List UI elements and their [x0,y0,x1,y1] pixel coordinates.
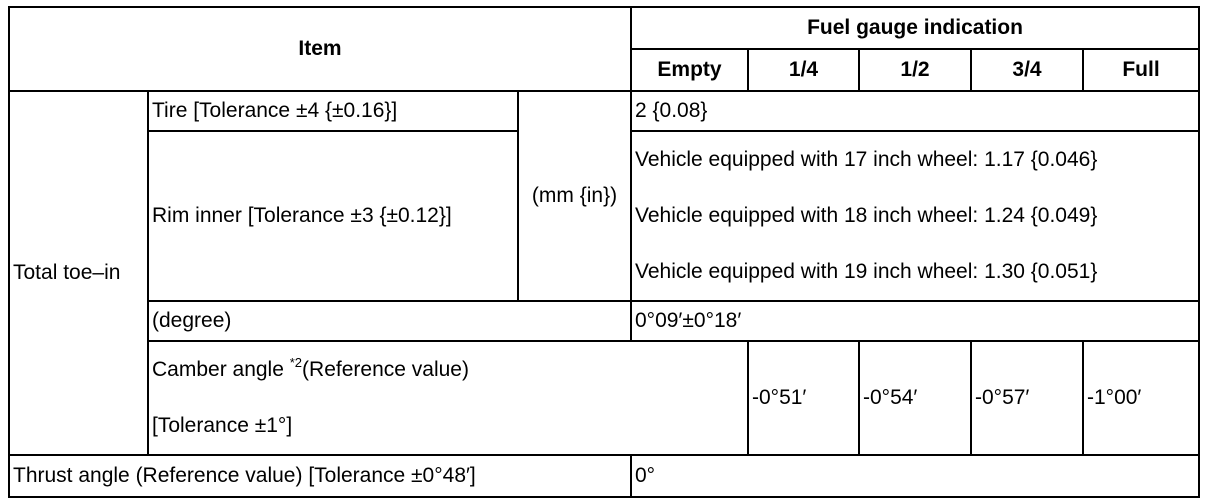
level-header-full: Full [1083,49,1199,91]
camber-tolerance: [Tolerance ±1°] [152,414,293,437]
level-header-empty: Empty [631,49,748,91]
unit-mm-label: (mm {in}) [518,91,631,301]
degree-label: (degree) [148,301,631,341]
tire-toe-value: 2 {0.08} [631,91,1199,131]
camber-footnote: *2 [289,355,303,370]
camber-value-three-quarter: -1°00′ [1083,341,1199,455]
camber-label-text: Camber angle [152,358,284,381]
rim-value-17-inch: Vehicle equipped with 17 inch wheel: 1.17 {0.046} [635,148,1098,171]
thrust-angle-label: Thrust angle (Reference value) [Tolerance ±0°48′] [9,455,631,497]
camber-value-quarter: -0°54′ [859,341,971,455]
camber-value-empty: -0°51′ [748,341,859,455]
camber-angle-label [148,341,748,455]
level-header-three-quarter: 3/4 [971,49,1083,91]
tire-tolerance-label: Tire [Tolerance ±4 {±0.16}] [148,91,518,131]
level-header-half: 1/2 [859,49,971,91]
thrust-angle-value: 0° [631,455,1199,497]
rim-tolerance-label: Rim inner [Tolerance ±3 {±0.12}] [148,131,518,301]
alignment-spec-table [8,6,1200,498]
toe-in-degree-value: 0°09′±0°18′ [631,301,1199,341]
camber-value-half: -0°57′ [971,341,1083,455]
item-header: Item [9,7,631,91]
camber-reference: (Reference value) [302,358,469,381]
level-header-quarter: 1/4 [748,49,859,91]
rim-value-19-inch: Vehicle equipped with 19 inch wheel: 1.30 {0.051} [635,260,1098,283]
fuel-gauge-header: Fuel gauge indication [631,7,1199,49]
rim-toe-values [631,131,1199,301]
toe-in-label: Total toe–in [9,91,148,455]
rim-value-18-inch: Vehicle equipped with 18 inch wheel: 1.24 {0.049} [635,204,1098,227]
